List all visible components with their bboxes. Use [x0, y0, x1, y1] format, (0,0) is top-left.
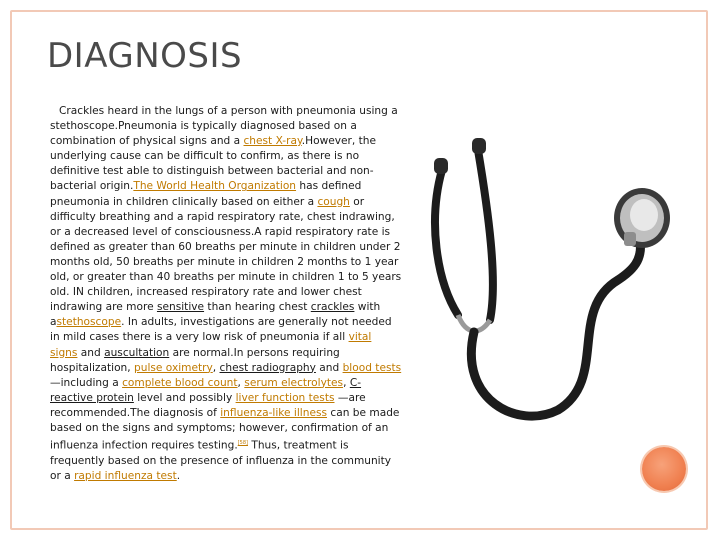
link-vital-signs[interactable]: vital signs — [50, 331, 372, 359]
link-blood-tests[interactable]: blood tests — [342, 361, 402, 374]
link-liver-function-tests[interactable]: liver function tests — [235, 391, 335, 404]
slide-title: DIAGNOSIS — [47, 36, 243, 76]
underlined-chest-radiography: chest radiography — [219, 361, 316, 374]
link-cough[interactable]: cough — [317, 195, 350, 208]
text-segment: Crackles heard in the lungs of a person with pneumonia using a stethoscope.Pneumonia is typically diagnosed based on a combination of physical signs and a — [50, 105, 398, 148]
link-stethoscope[interactable]: stethoscope — [56, 316, 122, 329]
text-segment: can be made based on the signs and symptoms; however, confirmation of an influenza infection requires testing. — [50, 406, 400, 452]
link-pulse-oximetry[interactable]: pulse oximetry — [134, 361, 213, 374]
stethoscope-image — [418, 110, 690, 440]
text-segment: —are recommended.The diagnosis of — [50, 391, 366, 419]
text-segment: , — [237, 376, 245, 389]
link-rapid-influenza-test[interactable]: rapid influenza test — [74, 469, 177, 482]
text-segment: . In adults, investigations are generally not needed in mild cases there is a very low risk of pneumonia if all — [50, 316, 392, 344]
underlined-sensitive: sensitive — [156, 301, 205, 314]
text-segment: or difficulty breathing and a rapid respiratory rate, chest indrawing, or a decreased level of consciousness.A rapid respiratory rate is defined as greater than 60 breaths per minute in children under 2 months old, 50 breaths per minute in children 2 months to 1 year old, or greater than 40 breaths per minute in children 1 to 5 years old. IN children, increased respiratory rate and lower chest indrawing are more — [50, 195, 402, 314]
link-complete-blood-count[interactable]: complete blood count — [122, 376, 238, 389]
text-segment: than hearing chest — [204, 301, 311, 314]
text-segment: , — [212, 361, 220, 374]
text-segment: level and possibly — [133, 391, 236, 404]
stethoscope-icon — [418, 110, 690, 440]
text-segment: , — [343, 376, 350, 389]
text-segment: —including a — [50, 376, 123, 389]
text-segment: .However, the underlying cause can be difficult to confirm, as there is no definitive test able to distinguish between bacterial and non-bacterial origin. — [50, 135, 377, 193]
accent-circle — [642, 447, 686, 491]
link-influenza-like-illness[interactable]: influenza-like illness — [220, 406, 328, 419]
text-segment: has defined pneumonia in children clinically based on either a — [50, 180, 362, 208]
underlined-auscultation: auscultation — [104, 346, 170, 359]
underlined-c-reactive-protein: C-reactive protein — [50, 376, 362, 404]
link-chest-x-ray[interactable]: chest X-ray — [243, 135, 302, 148]
text-segment: are normal.In persons requiring hospitalization, — [50, 346, 340, 374]
underlined-crackles: crackles — [310, 301, 355, 314]
body-paragraph — [50, 104, 402, 484]
text-segment: and — [315, 361, 343, 374]
text-segment: Thus, treatment is frequently based on the presence of influenza in the community or a — [50, 439, 392, 482]
link-serum-electrolytes[interactable]: serum electrolytes — [244, 376, 344, 389]
text-segment: with a — [50, 301, 381, 329]
link-world-health-organization[interactable]: The World Health Organization — [133, 180, 297, 193]
text-segment: and — [77, 346, 105, 359]
reference-link[interactable]: [58] — [237, 440, 248, 447]
text-segment: . — [176, 469, 181, 482]
